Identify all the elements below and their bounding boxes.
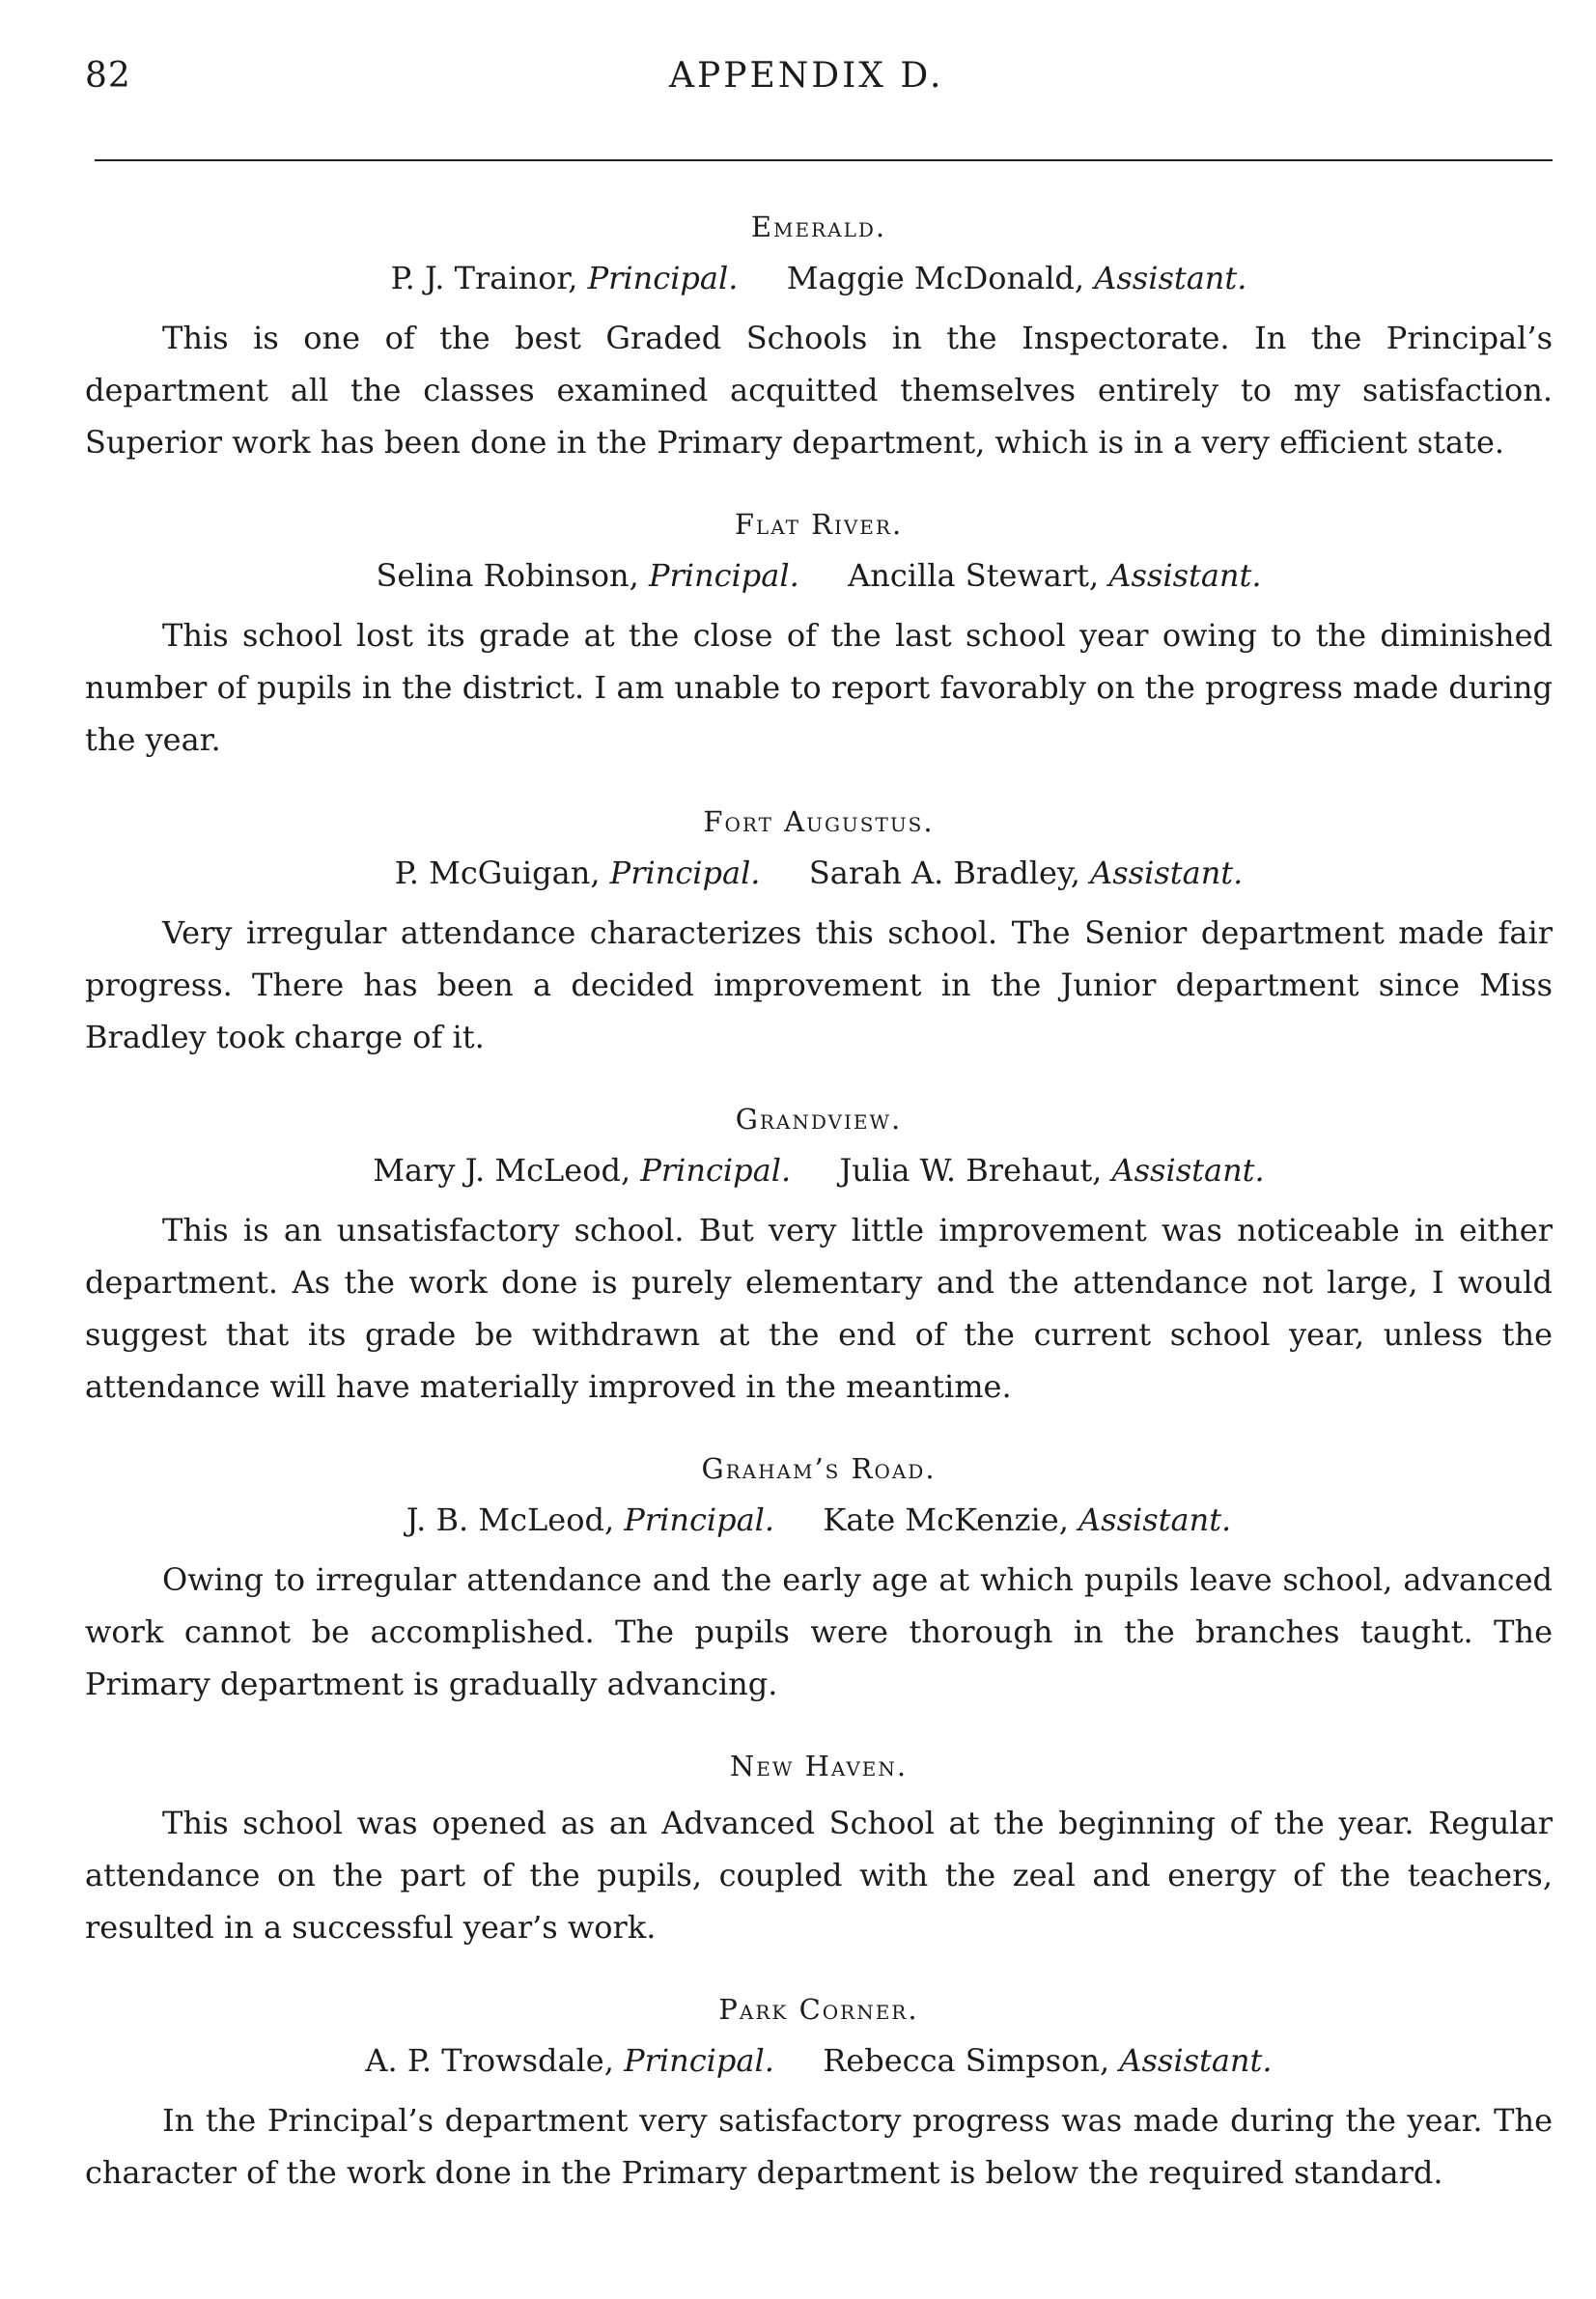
principal-role: Principal. (648, 557, 799, 594)
assistant-role: Assistant. (1111, 1152, 1265, 1189)
assistant-name: Ancilla Stewart, (848, 557, 1100, 594)
school-section-flat-river (85, 505, 1553, 766)
principal-name: P. McGuigan, (394, 855, 601, 891)
school-section-emerald (85, 208, 1553, 468)
school-report-text: This is one of the best Graded Schools in the Inspectorate. In the Principal’s department all the classes examined acquitted themselves entirely to my satisfaction. Superior work has been done in the Primary department, which is in a very efficient state. (85, 320, 1553, 461)
assistant-role: Assistant. (1094, 260, 1247, 296)
assistant-role: Assistant. (1090, 855, 1244, 891)
principal-role: Principal. (624, 1501, 775, 1538)
assistant-role: Assistant. (1078, 1501, 1232, 1538)
principal-role: Principal. (624, 2042, 774, 2079)
page-header (85, 56, 1553, 114)
principal-name: P. J. Trainor, (390, 260, 578, 296)
school-report-text: In the Principal’s department very satisfactory progress was made during the year. The character of the work done in the Primary department is below the required standard. (85, 2102, 1553, 2191)
assistant-name: Sarah A. Bradley, (808, 855, 1080, 891)
assistant-name: Rebecca Simpson, (823, 2042, 1110, 2079)
principal-name: J. B. McLeod, (406, 1501, 615, 1538)
staff-line (85, 1150, 1553, 1191)
principal-name: A. P. Trowsdale, (365, 2042, 614, 2079)
assistant-role: Assistant. (1119, 2042, 1273, 2079)
running-head-title: APPENDIX D. (669, 56, 944, 96)
school-heading: Emerald. (750, 210, 887, 243)
assistant-role: Assistant. (1108, 557, 1262, 594)
principal-role: Principal. (587, 260, 739, 296)
school-heading: Graham’s Road. (701, 1452, 937, 1485)
assistant-name: Kate McKenzie, (823, 1501, 1069, 1538)
school-report-text: Very irregular attendance characterizes this school. The Senior department made fair progress. There has been a decided improvement in the Junior department since Miss Bradley took charge of it. (85, 914, 1553, 1055)
school-section-new-haven (85, 1747, 1553, 1953)
school-report-text: This is an unsatisfactory school. But very little improvement was noticeable in either department. As the work done is purely elementary and the attendance not large, I would suggest that its grade be withdrawn at the end of the current school year, unless the attendance will have materially improved in the meantime. (85, 1212, 1553, 1405)
header-rule (95, 159, 1553, 161)
principal-name: Selina Robinson, (376, 557, 639, 594)
school-report-text: Owing to irregular attendance and the early age at which pupils leave school, advanced work cannot be accomplished. The pupils were thorough in the branches taught. The Primary department is gradually advancing. (85, 1561, 1553, 1702)
school-report-text: This school lost its grade at the close of the last school year owing to the diminished number of pupils in the district. I am unable to report favorably on the progress made during the year. (85, 617, 1553, 758)
school-report-text: This school was opened as an Advanced School at the beginning of the year. Regular attendance on the part of the pupils, coupled with the zeal and energy of the teachers, resulted in a successful year’s work. (85, 1805, 1553, 1946)
report-body (85, 208, 1553, 2235)
staff-line (85, 2040, 1553, 2081)
school-section-fort-augustus (85, 802, 1553, 1063)
school-section-grandview (85, 1100, 1553, 1413)
school-heading: Grandview. (735, 1103, 903, 1135)
assistant-name: Julia W. Brehaut, (839, 1152, 1103, 1189)
school-section-park-corner (85, 1990, 1553, 2199)
school-heading: Fort Augustus. (703, 805, 935, 838)
principal-role: Principal. (640, 1152, 792, 1189)
page-number: 82 (85, 56, 131, 96)
staff-line (85, 853, 1553, 893)
staff-line (85, 1500, 1553, 1540)
school-section-grahams-road (85, 1449, 1553, 1710)
staff-line (85, 258, 1553, 298)
staff-line (85, 555, 1553, 596)
school-heading: Flat River. (734, 508, 904, 541)
school-heading: New Haven. (729, 1750, 909, 1782)
assistant-name: Maggie McDonald, (786, 260, 1085, 296)
principal-name: Mary J. McLeod, (373, 1152, 631, 1189)
principal-role: Principal. (609, 855, 761, 891)
school-heading: Park Corner. (718, 1993, 919, 2026)
